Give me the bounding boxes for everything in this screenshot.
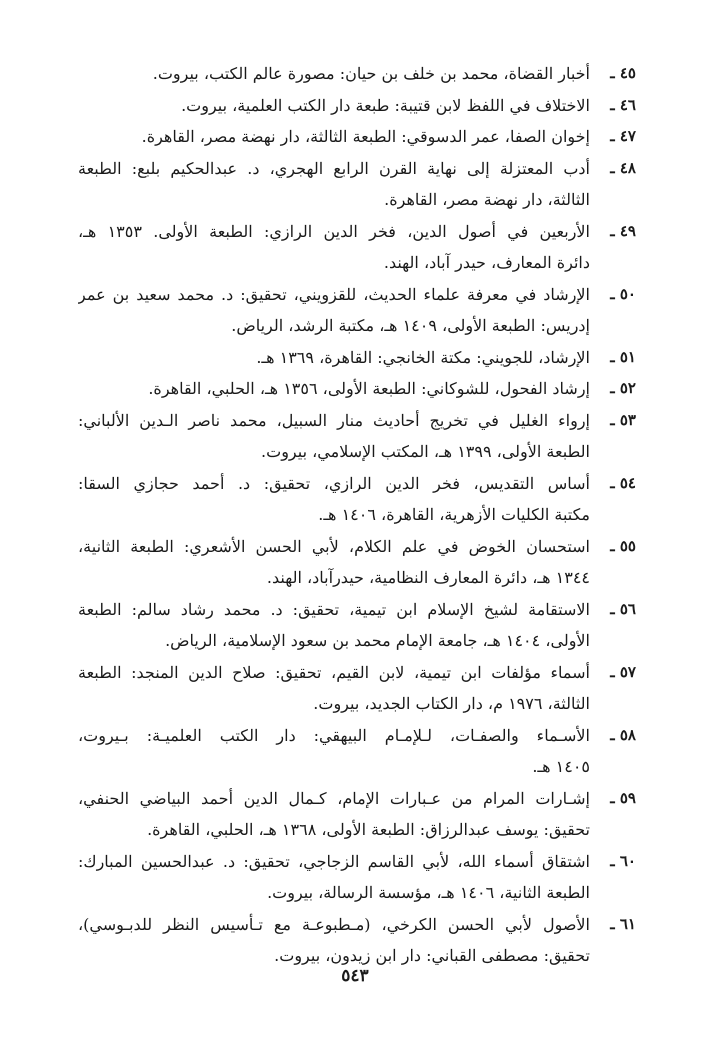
entry-text-line: تحقيق: مصطفى القباني: دار ابن زيدون، بيروت.: [274, 946, 590, 965]
entry-text-line: الاستقامة لشيخ الإسلام ابن تيمية، تحقيق: د. محمد رشاد سالم: الطبعة: [78, 599, 590, 619]
entry-number: ٥٥ ـ: [610, 536, 636, 555]
bibliography-entry: [78, 121, 636, 153]
entry-number: ٥٤ ـ: [610, 473, 636, 492]
bibliography-entry: [78, 216, 636, 279]
bibliography-entry: [78, 468, 636, 531]
entry-number: ٥٧ ـ: [610, 662, 636, 681]
entry-number: ٦١ ـ: [610, 914, 636, 933]
entry-text-line: إرشاد الفحول، للشوكاني: الطبعة الأولى، ١٣٥٦ هـ، الحلبي، القاهرة.: [148, 379, 590, 398]
entry-number: ٥١ ـ: [610, 347, 636, 366]
entry-number: ٦٠ ـ: [610, 851, 636, 870]
entry-text-line: الاختلاف في اللفظ لابن قتيبة: طبعة دار الكتب العلمية، بيروت.: [181, 95, 590, 115]
bibliography-entry: [78, 594, 636, 657]
entry-number: ٤٨ ـ: [610, 158, 636, 177]
entry-number: ٥٢ ـ: [610, 379, 636, 397]
entry-number: ٤٦ ـ: [610, 95, 636, 114]
entry-text-line: الأولى، ١٤٠٤ هـ، جامعة الإمام محمد بن سعود الإسلامية، الرياض.: [165, 631, 590, 650]
entry-number: ٤٧ ـ: [610, 127, 636, 145]
entry-text-line: الثالثة، دار نهضة مصر، القاهرة.: [384, 190, 590, 209]
entry-text-line: إشـارات المرام من عـبارات الإمام، كـمال الدين أحمد البياضي الحنفي،: [78, 788, 590, 808]
bibliography-entry: [78, 909, 636, 972]
entry-text-line: الإرشاد في معرفة علماء الحديث، للقزويني، تحقيق: د. محمد سعيد بن عمر: [78, 284, 590, 304]
page-number: ٥٤٣: [341, 966, 369, 986]
bibliography-entry: [78, 783, 636, 846]
bibliography-entry: [78, 846, 636, 909]
entry-number: ٥٣ ـ: [610, 410, 636, 429]
entry-text-line: الأربعين في أصول الدين، فخر الدين الرازي: الطبعة الأولى. ١٣٥٣ هـ،: [78, 221, 590, 241]
entry-number: ٤٥ ـ: [610, 64, 636, 82]
bibliography-entry: [78, 531, 636, 594]
entry-text-line: الأسـماء والصفـات، لـلإمـام البيهقي: دار الكتب العلميـة: بـيروت،: [78, 725, 590, 745]
entry-text-line: أخبار القضاة، محمد بن خلف بن حيان: مصورة عالم الكتب، بيروت.: [152, 64, 590, 83]
entry-text-line: تحقيق: يوسف عبدالرزاق: الطبعة الأولى، ١٣٦٨ هـ، الحلبي، القاهرة.: [147, 820, 590, 839]
entry-text-line: اشتقاق أسماء الله، لأبي القاسم الزجاجي، تحقيق: د. عبدالحسين المبارك:: [78, 851, 590, 871]
entry-text-line: دائرة المعارف، حيدر آباد، الهند.: [383, 253, 590, 272]
entry-text-line: الأصول لأبي الحسن الكرخي، (مـطبوعـة مع تـأسيس النظر للدبـوسي)،: [78, 914, 590, 934]
entry-text-line: الطبعة الثانية، ١٤٠٦ هـ، مؤسسة الرسالة، بيروت.: [267, 883, 590, 902]
entry-number: ٥٨ ـ: [610, 725, 636, 744]
bibliography-entry: [78, 342, 636, 374]
entry-number: ٥٩ ـ: [610, 788, 636, 807]
bibliography-entry: [78, 373, 636, 405]
entry-number: ٤٩ ـ: [610, 221, 636, 240]
entry-text-line: إرواء الغليل في تخريج أحاديث منار السبيل، محمد ناصر الـدين الألباني:: [78, 410, 590, 430]
entry-number: ٥٦ ـ: [610, 599, 636, 618]
entry-text-line: ١٤٠٥ هـ.: [532, 757, 590, 776]
entry-text-line: ١٣٤٤ هـ، دائرة المعارف النظامية، حيدرآباد، الهند.: [266, 568, 590, 587]
bibliography-entry: [78, 279, 636, 342]
bibliography-entry: [78, 657, 636, 720]
entry-text-line: الإرشاد، للجويني: مكتة الخانجي: القاهرة، ١٣٦٩ هـ.: [256, 347, 590, 367]
entry-text-line: إخوان الصفا، عمر الدسوقي: الطبعة الثالثة، دار نهضة مصر، القاهرة.: [141, 127, 590, 146]
bibliography-entry: [78, 153, 636, 216]
entry-text-line: أساس التقديس، فخر الدين الرازي، تحقيق: د. أحمد حجازي السقا:: [78, 473, 590, 493]
entry-text-line: إدريس: الطبعة الأولى، ١٤٠٩ هـ، مكتبة الرشد، الرياض.: [231, 316, 590, 335]
entry-text-line: أدب المعتزلة إلى نهاية القرن الرابع الهجري، د. عبدالحكيم بلبع: الطبعة: [78, 158, 590, 178]
entry-text-line: استحسان الخوض في علم الكلام، لأبي الحسن الأشعري: الطبعة الثانية،: [78, 536, 590, 556]
entry-text-line: أسماء مؤلفات ابن تيمية، لابن القيم، تحقيق: صلاح الدين المنجد: الطبعة: [78, 662, 590, 682]
bibliography-list: [78, 58, 636, 972]
entry-text-line: الثالثة، ١٩٧٦ م، دار الكتاب الجديد، بيروت.: [313, 694, 590, 713]
entry-text-line: مكتبة الكليات الأزهرية، القاهرة، ١٤٠٦ هـ.: [318, 505, 590, 524]
bibliography-entry: [78, 405, 636, 468]
entry-number: ٥٠ ـ: [610, 284, 636, 303]
bibliography-entry: [78, 90, 636, 122]
bibliography-entry: [78, 58, 636, 90]
entry-text-line: الطبعة الأولى، ١٣٩٩ هـ، المكتب الإسلامي، بيروت.: [261, 442, 590, 461]
bibliography-entry: [78, 720, 636, 783]
